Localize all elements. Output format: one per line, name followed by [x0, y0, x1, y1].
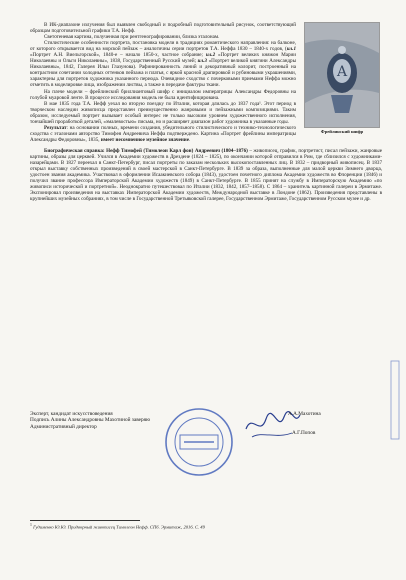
director-name: А.Г.Попов — [292, 430, 316, 436]
p3-part4: «Портрет великой княгини Александры Николаевны», 1842, Галерея Ильи Глазунова). Рафинированность линий и декоративный колорит, построенный на контрастном сочетании холодных оттенков пейзажа и платья, с яркой красной драпировкой и рубиновыми украшениями, характерны для портретов художника указанного периода. Очевидное сходство с почерковыми приемами Неффа можно отметить в моделировке лица, изображении листвы, а также в передаче фактуры ткани. — [30, 58, 296, 89]
bio-paragraph — [30, 148, 382, 202]
figure-caption: Фрейлинский шифр — [320, 129, 364, 134]
ill-ref-2: ил.2 — [205, 52, 216, 59]
ill-ref-1: ил.1 — [286, 46, 296, 53]
footnote-divider — [30, 520, 140, 521]
p3-part2: «Портрет А.Н. Виельгорской», 1840-е – начало 1850-х, частное собрание; — [30, 52, 206, 59]
signature-block — [30, 411, 382, 471]
bio-label: Биографическая справка: — [44, 147, 105, 154]
round-stamp-icon — [162, 405, 236, 479]
director-title: Административный директор — [30, 423, 97, 430]
result-label: Результат — [44, 124, 67, 131]
cipher-photo — [304, 22, 380, 128]
paragraph-1: В ИК-диапазоне излучения был выявлен свободный и подробный подготовительный рисунок, соответствующий образцам подготовительной графики Т.А. Нефф. — [30, 22, 296, 35]
footnote-mark: 1 — [30, 523, 32, 527]
paragraph-4: На плече модели – фрейлинский бриллиантовый шифр с инициалом императрицы Александры Федоровны на голубой муаровой ленте. В процессе исследования модель не была идентифицирована. — [30, 88, 296, 101]
result-end: . — [188, 136, 191, 143]
document-body — [30, 22, 382, 202]
bio-text: – живописец, график, портретист, писал пейзажи, жанровые картины, образы для церквей. Учился в Академии художеств в Дрездене (1824 – 1825), по окончании которой отправился в Рим, где сблизился с художниками-назарейцами. В 1827 переехал в Санкт-Петербург, писал портреты по заказам нескольких высокопоставленных лиц. В 1832 – придворный живописец. В 1837 открыл выставку собственных произведений в своей мастерской в Санкт-Петербурге. В 1839 за образа, выполненные для малой церкви Зимнего дворца, удостоен звания академика. Участвовал в оформлении Исаакиевского собора (1843), удостоен почетного диплома Академии художеств во Флоренции (1846) и получил звание профессора Императорской Академии художеств (1849) в Санкт-Петербурге. В 1855 принят на службу в Императорскую Академию «по живописи исторической и портретной». Неоднократно путешествовал по Италии (1832, 1842, 1857–1858). С 1864 – хранитель картинной галереи в Эрмитаже. Экспонировал произведения на выставках Императорской Академии художеств, Международной выставке в Лондоне (1862). Произведения представлены в крупнейших музейных собраниях, в том числе в Государственной Третьяковской галерее, Государственном Эрмитаже, Государственном Русском музее и др. — [30, 147, 382, 203]
figure — [302, 22, 382, 140]
bio-name: Нефф Тимофей (Тимолеон Карл фон) Андреевич (1804–1876) — [104, 147, 248, 154]
paragraph-5: В мае 1835 года Т.А. Нефф уехал во вторую поездку по Италии, которая длилась до 1837 года¹. Этот период в творческом наследии живописца представлен преимущественно жанровыми и пейзажными композициями. Таким образом, исследуемый портрет вызывает особый интерес не только высоким уровнем художественного исполнения, тончайшей проработкой деталей, «эмалевостью» письма, но и расширяет диапазон работ художника в указанные годы. — [30, 100, 296, 125]
footnote — [30, 523, 205, 530]
side-stamp-icon — [390, 360, 400, 440]
ill-ref-3: ил.3 — [197, 58, 207, 65]
p3-part3: «Портрет великих княжон Марии Николаевны и Ольги Николаевны», 1838, Государственный Русский музей; — [30, 52, 296, 65]
svg-text:A: A — [336, 64, 348, 80]
signature-left — [30, 411, 150, 430]
expert-title: Эксперт, кандидат искусствоведения — [30, 411, 113, 417]
cipher-image — [305, 23, 379, 127]
p3-part1: Стилистические особенности портрета, постановка модели в традициях романтического направления: на балконе, от которого открывается вид на морской пейзаж – аналогичны серии портретов Т.А. Неффа 1830 – 1840-х годов, ( — [30, 40, 296, 53]
certify-line: Подпись Алины Александровны Махотиной заверяю — [30, 417, 151, 424]
footnote-text: Гудименко Ю.Ю. Придворный живописец Тимолеон Нефф. СПб. Эрмитаж, 2016. С. 49 — [31, 524, 205, 530]
paragraph-2: Светотеневая картина, полученная при рентгенографировании, близка эталонам. — [44, 34, 220, 41]
result-bold: имеет несомненное музейное значение — [100, 136, 189, 143]
result-text: : на основании полных, времени создания, убедительного стилистического и технико-технологического сходства с эталонами авторство Тимофея Андреевича Неффа подтверждено. Картина «Портрет фрейлины императрицы Александры Федоровны», 1835, — [30, 124, 296, 143]
expert-name: А.А.Махотина — [288, 411, 321, 417]
